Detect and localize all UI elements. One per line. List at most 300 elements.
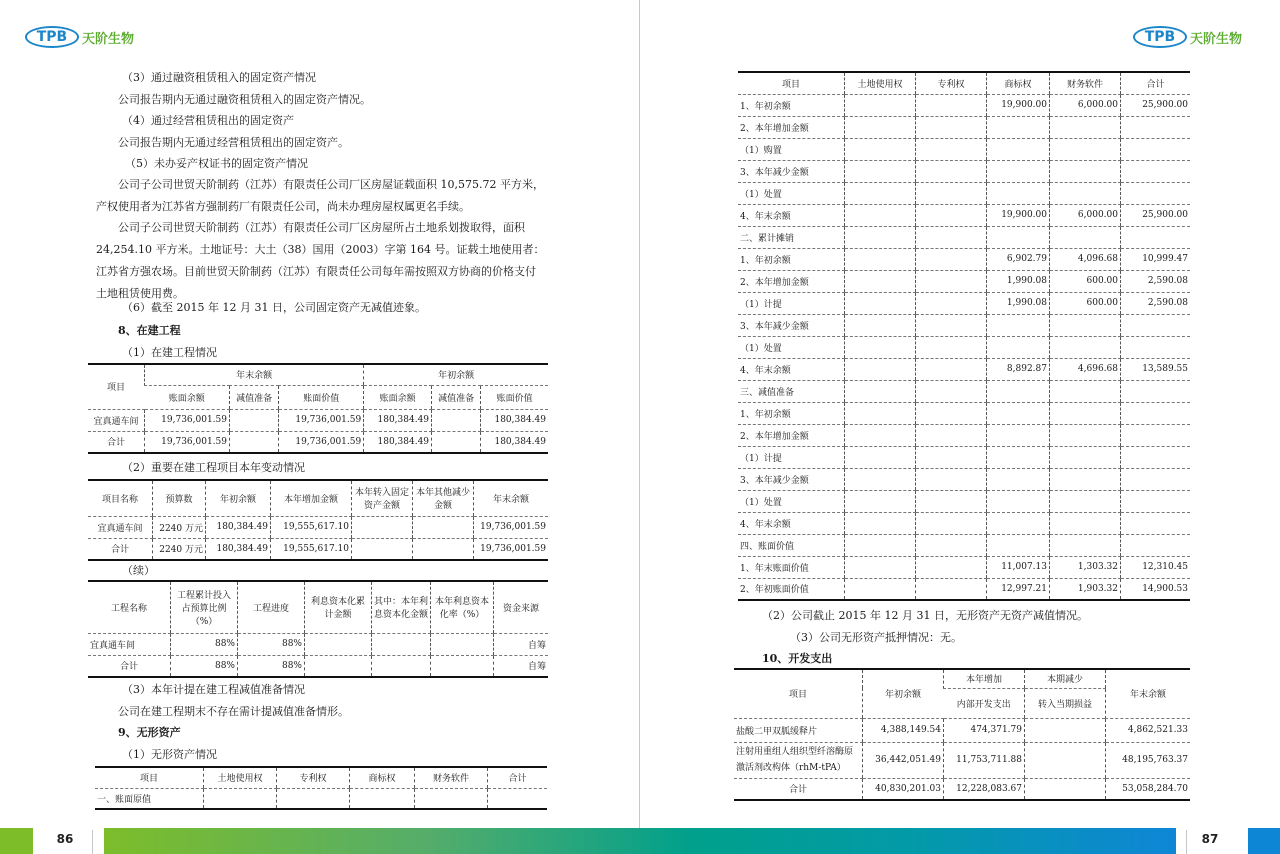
intangible-assets-table-start xyxy=(95,766,547,810)
cell: 180,384.49 xyxy=(206,516,271,538)
cell: 一、账面原值 xyxy=(95,788,204,809)
cell: 12,310.45 xyxy=(1121,556,1191,578)
para-8-3: 公司在建工程期末不存在需计提减值准备情形。 xyxy=(118,705,349,718)
cell xyxy=(845,578,916,600)
cell xyxy=(845,490,916,512)
cell: 1、年初余额 xyxy=(738,248,845,270)
cell: 36,442,051.49 xyxy=(863,742,944,778)
cell xyxy=(1121,138,1191,160)
table-row xyxy=(738,402,1190,424)
table-row xyxy=(88,516,548,538)
cell xyxy=(1121,424,1191,446)
cell: 19,555,617.10 xyxy=(271,516,352,538)
cell: 180,384.49 xyxy=(481,431,548,453)
table-row xyxy=(88,431,548,453)
cell xyxy=(987,182,1050,204)
cell: 自筹 xyxy=(494,633,549,655)
cell xyxy=(916,226,987,248)
cell xyxy=(1050,138,1121,160)
cell: （1）处置 xyxy=(738,490,845,512)
cell xyxy=(845,402,916,424)
cell: 1,903.32 xyxy=(1050,578,1121,600)
cell xyxy=(305,655,372,677)
cell: 180,384.49 xyxy=(364,409,432,431)
cell xyxy=(1121,534,1191,556)
cell xyxy=(845,512,916,534)
cell: 1,990.08 xyxy=(987,292,1050,314)
cell: 2、本年增加金额 xyxy=(738,424,845,446)
col-sub: 账面价值 xyxy=(481,385,548,409)
table-row xyxy=(738,160,1190,182)
development-expenditure-table xyxy=(734,668,1190,801)
col-header: 年初余额 xyxy=(206,480,271,516)
cell: 13,589.55 xyxy=(1121,358,1191,380)
cell xyxy=(1050,116,1121,138)
cell xyxy=(845,270,916,292)
col-header: 项目名称 xyxy=(88,480,153,516)
cell: 6,000.00 xyxy=(1050,94,1121,116)
cell xyxy=(1050,314,1121,336)
cell xyxy=(1050,512,1121,534)
intangible-assets-table xyxy=(738,71,1190,601)
cell xyxy=(916,182,987,204)
table-row xyxy=(738,226,1190,248)
cell: 40,830,201.03 xyxy=(863,778,944,800)
cell: （1）处置 xyxy=(738,182,845,204)
cell xyxy=(350,788,415,809)
col-header: 专利权 xyxy=(277,767,350,788)
col-header: 工程进度 xyxy=(238,581,305,633)
table-row xyxy=(738,248,1190,270)
cell: 11,007.13 xyxy=(987,556,1050,578)
cell: 48,195,763.37 xyxy=(1106,742,1191,778)
cell: 3、本年减少金额 xyxy=(738,160,845,182)
col-internal-dev: 内部开发支出 xyxy=(944,688,1025,718)
sub-8-1: （1）在建工程情况 xyxy=(122,346,217,359)
table-row xyxy=(734,778,1190,800)
right-page xyxy=(640,0,1280,828)
cell: 盐酸二甲双胍缓释片 xyxy=(734,718,863,742)
section-10-title: 10、开发支出 xyxy=(762,652,833,665)
brand-name: 天阶生物 xyxy=(1190,31,1243,47)
cell: 88% xyxy=(171,633,238,655)
cell: 180,384.49 xyxy=(206,538,271,560)
table-row xyxy=(738,534,1190,556)
cell xyxy=(845,380,916,402)
cell xyxy=(1050,490,1121,512)
col-to-pnl: 转入当期损益 xyxy=(1025,688,1106,718)
cell: 4,388,149.54 xyxy=(863,718,944,742)
cell: 25,900.00 xyxy=(1121,204,1191,226)
cell xyxy=(916,204,987,226)
cell: 6,000.00 xyxy=(1050,204,1121,226)
cell: （1）计提 xyxy=(738,292,845,314)
cell: 合计 xyxy=(88,431,145,453)
col-sub: 账面价值 xyxy=(279,385,364,409)
para-3: 公司报告期内无通过融资租赁租入的固定资产情况。 xyxy=(118,93,371,106)
cell xyxy=(987,468,1050,490)
cell xyxy=(1121,336,1191,358)
col-begin-balance: 年初余额 xyxy=(364,364,548,385)
cell: 合计 xyxy=(88,538,153,560)
para-4: 公司报告期内无通过经营租赁租出的固定资产。 xyxy=(118,136,349,149)
cell: 600.00 xyxy=(1050,270,1121,292)
col-sub: 减值准备 xyxy=(432,385,481,409)
table-row xyxy=(88,409,548,431)
col-sub: 账面余额 xyxy=(364,385,432,409)
cell: 4,096.68 xyxy=(1050,248,1121,270)
cell xyxy=(845,182,916,204)
cell xyxy=(916,292,987,314)
cell xyxy=(916,402,987,424)
cell: 8,892.87 xyxy=(987,358,1050,380)
table-row xyxy=(738,380,1190,402)
table-row xyxy=(738,292,1190,314)
cell xyxy=(1121,116,1191,138)
heading-3: （3）通过融资租赁租入的固定资产情况 xyxy=(122,71,316,84)
cell xyxy=(352,516,413,538)
col-header: 工程累计投入占预算比例（%） xyxy=(171,581,238,633)
cell: 10,999.47 xyxy=(1121,248,1191,270)
col-item: 项目 xyxy=(734,669,863,718)
cell: （1）处置 xyxy=(738,336,845,358)
cell: 14,900.53 xyxy=(1121,578,1191,600)
cell: 2,590.08 xyxy=(1121,270,1191,292)
table-row xyxy=(738,182,1190,204)
table-row xyxy=(738,336,1190,358)
col-header: 专利权 xyxy=(916,72,987,94)
cell xyxy=(916,578,987,600)
page-footer xyxy=(0,828,1280,854)
cell xyxy=(1121,446,1191,468)
cell: （1）购置 xyxy=(738,138,845,160)
continued-label: （续） xyxy=(122,564,155,577)
cell xyxy=(845,292,916,314)
col-header: 财务软件 xyxy=(415,767,488,788)
cell: 19,900.00 xyxy=(987,204,1050,226)
cell xyxy=(1121,402,1191,424)
col-header: 工程名称 xyxy=(88,581,171,633)
heading-5: （5）未办妥产权证书的固定资产情况 xyxy=(125,157,308,170)
cell: 19,736,001.59 xyxy=(279,431,364,453)
cell: 19,555,617.10 xyxy=(271,538,352,560)
col-header: 土地使用权 xyxy=(845,72,916,94)
cell: 19,736,001.59 xyxy=(474,516,549,538)
col-header: 商标权 xyxy=(350,767,415,788)
footer-divider xyxy=(92,830,93,854)
table-row xyxy=(738,204,1190,226)
cell xyxy=(352,538,413,560)
cell xyxy=(845,358,916,380)
table-row xyxy=(738,490,1190,512)
major-projects-table xyxy=(88,479,548,561)
cell xyxy=(1050,468,1121,490)
cell: 2、年初账面价值 xyxy=(738,578,845,600)
col-header: 年末余额 xyxy=(474,480,549,516)
cell: 19,736,001.59 xyxy=(279,409,364,431)
cell: 25,900.00 xyxy=(1121,94,1191,116)
table-row xyxy=(738,94,1190,116)
para-5a: 公司子公司世贸天阶制药（江苏）有限责任公司厂区房屋证载面积 10,575.72 平方米，产权使用者为江苏省方强制药厂有限责任公司，尚未办理房屋权属更名手续。 xyxy=(96,178,544,213)
cell xyxy=(431,655,494,677)
cell xyxy=(916,116,987,138)
para-5b: 公司子公司世贸天阶制药（江苏）有限责任公司厂区房屋所占土地系划拨取得，面积 24,254.10 平方米。土地证号：大土（38）国用（2003）字第 164 号。证载土地使用者：江苏省方强农场。目前世贸天阶制药（江苏）有限责任公司每年需按照双方协商的价格支付土地租赁使用费。 xyxy=(96,221,545,300)
col-header: 合计 xyxy=(488,767,548,788)
footer-gradient-bar xyxy=(104,828,1176,854)
table-row xyxy=(88,655,548,677)
col-header: 预算数 xyxy=(153,480,206,516)
cell: 三、减值准备 xyxy=(738,380,845,402)
cell: 2,590.08 xyxy=(1121,292,1191,314)
brand-logo xyxy=(25,26,134,48)
cell xyxy=(1050,534,1121,556)
cell xyxy=(845,116,916,138)
cell xyxy=(1121,160,1191,182)
cell: 2、本年增加金额 xyxy=(738,270,845,292)
cell xyxy=(916,160,987,182)
cell: 4、年末余额 xyxy=(738,358,845,380)
cell xyxy=(1121,226,1191,248)
cell xyxy=(845,94,916,116)
col-header: 其中：本年利息资本化金额 xyxy=(372,581,431,633)
cell: 88% xyxy=(238,633,305,655)
cell: 2240 万元 xyxy=(153,538,206,560)
table-row xyxy=(88,633,548,655)
cell xyxy=(1121,468,1191,490)
footer-bar-right xyxy=(1248,828,1280,854)
cell: 1,990.08 xyxy=(987,270,1050,292)
col-header: 土地使用权 xyxy=(204,767,277,788)
col-header: 本年转入固定资产金额 xyxy=(352,480,413,516)
cell xyxy=(987,226,1050,248)
cell: 12,997.21 xyxy=(987,578,1050,600)
construction-table xyxy=(88,363,548,454)
cell xyxy=(431,633,494,655)
cell: 合计 xyxy=(88,655,171,677)
cell xyxy=(432,409,481,431)
sub-9-1: （1）无形资产情况 xyxy=(122,748,217,761)
cell xyxy=(305,633,372,655)
cell: 3、本年减少金额 xyxy=(738,468,845,490)
col-header: 项目 xyxy=(738,72,845,94)
cell xyxy=(987,534,1050,556)
cell xyxy=(916,512,987,534)
cell xyxy=(413,516,474,538)
cell xyxy=(987,402,1050,424)
cell xyxy=(916,248,987,270)
cell xyxy=(845,160,916,182)
cell: 宜真通车间 xyxy=(88,516,153,538)
cell: 1、年初余额 xyxy=(738,94,845,116)
page-number-right: 87 xyxy=(1201,832,1219,846)
cell xyxy=(916,270,987,292)
cell xyxy=(916,358,987,380)
cell xyxy=(845,314,916,336)
cell xyxy=(845,336,916,358)
cell: 19,736,001.59 xyxy=(145,431,230,453)
col-header: 财务软件 xyxy=(1050,72,1121,94)
cell xyxy=(987,380,1050,402)
table-row xyxy=(738,358,1190,380)
cell: 合计 xyxy=(734,778,863,800)
cell xyxy=(845,424,916,446)
table-row xyxy=(738,556,1190,578)
cell xyxy=(1050,160,1121,182)
cell xyxy=(845,556,916,578)
col-sub: 减值准备 xyxy=(230,385,279,409)
cell xyxy=(432,431,481,453)
col-item: 项目 xyxy=(88,364,145,409)
cell xyxy=(1025,742,1106,778)
cell xyxy=(845,226,916,248)
cell: 二、累计摊销 xyxy=(738,226,845,248)
cell xyxy=(204,788,277,809)
cell: 180,384.49 xyxy=(364,431,432,453)
cell: 3、本年减少金额 xyxy=(738,314,845,336)
col-header: 本年其他减少金额 xyxy=(413,480,474,516)
cell: 12,228,083.67 xyxy=(944,778,1025,800)
cell xyxy=(372,655,431,677)
cell xyxy=(916,94,987,116)
cell: 1、年末账面价值 xyxy=(738,556,845,578)
table-row xyxy=(738,578,1190,600)
cell xyxy=(987,116,1050,138)
cell xyxy=(916,468,987,490)
cell xyxy=(916,336,987,358)
table-row xyxy=(738,270,1190,292)
project-funding-table xyxy=(88,580,548,678)
cell: 四、账面价值 xyxy=(738,534,845,556)
cell: 600.00 xyxy=(1050,292,1121,314)
cell xyxy=(1025,778,1106,800)
col-increase: 本年增加 xyxy=(944,669,1025,688)
cell xyxy=(916,424,987,446)
col-header: 合计 xyxy=(1121,72,1191,94)
section-8-title: 8、在建工程 xyxy=(118,324,181,337)
table-row xyxy=(738,446,1190,468)
cell: 88% xyxy=(171,655,238,677)
table-row xyxy=(738,512,1190,534)
para-9-3: （3）公司无形资产抵押情况：无。 xyxy=(790,631,962,644)
cell xyxy=(1121,182,1191,204)
col-header: 本年利息资本化率（%） xyxy=(431,581,494,633)
cell: 2、本年增加金额 xyxy=(738,116,845,138)
cell xyxy=(1050,446,1121,468)
section-9-title: 9、无形资产 xyxy=(118,726,181,739)
table-row xyxy=(734,742,1190,778)
cell xyxy=(987,490,1050,512)
cell: 1、年初余额 xyxy=(738,402,845,424)
col-begin: 年初余额 xyxy=(863,669,944,718)
cell: 88% xyxy=(238,655,305,677)
cell: 1,303.32 xyxy=(1050,556,1121,578)
cell: 19,900.00 xyxy=(987,94,1050,116)
page-number-left: 86 xyxy=(56,832,74,846)
cell xyxy=(987,446,1050,468)
table-row xyxy=(738,116,1190,138)
cell xyxy=(987,314,1050,336)
cell xyxy=(230,409,279,431)
cell xyxy=(987,138,1050,160)
col-sub: 账面余额 xyxy=(145,385,230,409)
footer-bar-left xyxy=(0,828,33,854)
cell xyxy=(987,512,1050,534)
cell xyxy=(987,160,1050,182)
cell xyxy=(916,534,987,556)
col-end: 年末余额 xyxy=(1106,669,1191,718)
cell xyxy=(916,314,987,336)
col-header: 资金来源 xyxy=(494,581,549,633)
cell: 自筹 xyxy=(494,655,549,677)
cell xyxy=(916,446,987,468)
cell xyxy=(845,138,916,160)
table-row xyxy=(738,314,1190,336)
tpb-logo-mark: TPB xyxy=(1133,26,1187,48)
cell xyxy=(987,424,1050,446)
cell xyxy=(916,490,987,512)
para-6: （6）截至 2015 年 12 月 31 日，公司固定资产无减值迹象。 xyxy=(122,301,426,314)
sub-8-3: （3）本年计提在建工程减值准备情况 xyxy=(122,683,305,696)
cell xyxy=(415,788,488,809)
cell: 宜真通车间 xyxy=(88,633,171,655)
table-row xyxy=(88,538,548,560)
cell xyxy=(916,380,987,402)
cell xyxy=(845,248,916,270)
cell xyxy=(488,788,548,809)
cell: 6,902.79 xyxy=(987,248,1050,270)
col-header: 本年增加金额 xyxy=(271,480,352,516)
col-header: 利息资本化累计金额 xyxy=(305,581,372,633)
cell xyxy=(230,431,279,453)
col-decrease: 本期减少 xyxy=(1025,669,1106,688)
table-row xyxy=(738,424,1190,446)
cell xyxy=(987,336,1050,358)
cell xyxy=(1121,490,1191,512)
para-9-2: （2）公司截止 2015 年 12 月 31 日，无形资产无资产减值情况。 xyxy=(762,609,1088,622)
cell: 4、年末余额 xyxy=(738,204,845,226)
col-header: 商标权 xyxy=(987,72,1050,94)
cell xyxy=(1050,380,1121,402)
col-header: 项目 xyxy=(95,767,204,788)
cell xyxy=(845,534,916,556)
cell: 53,058,284.70 xyxy=(1106,778,1191,800)
cell: 11,753,711.88 xyxy=(944,742,1025,778)
cell xyxy=(413,538,474,560)
cell: 4、年末余额 xyxy=(738,512,845,534)
heading-4: （4）通过经营租赁租出的固定资产 xyxy=(122,114,294,127)
table-row xyxy=(738,468,1190,490)
left-page xyxy=(0,0,640,828)
brand-logo xyxy=(1133,26,1242,48)
cell: 2240 万元 xyxy=(153,516,206,538)
table-row xyxy=(738,138,1190,160)
cell xyxy=(1050,336,1121,358)
brand-name: 天阶生物 xyxy=(82,31,135,47)
cell: 宜真通车间 xyxy=(88,409,145,431)
cell: 4,862,521.33 xyxy=(1106,718,1191,742)
cell xyxy=(845,468,916,490)
cell xyxy=(1025,718,1106,742)
cell: （1）计提 xyxy=(738,446,845,468)
col-end-balance: 年末余额 xyxy=(145,364,364,385)
cell: 19,736,001.59 xyxy=(145,409,230,431)
cell: 4,696.68 xyxy=(1050,358,1121,380)
cell: 180,384.49 xyxy=(481,409,548,431)
cell xyxy=(1121,314,1191,336)
cell xyxy=(1121,512,1191,534)
intangible-rows xyxy=(738,94,1190,600)
cell xyxy=(916,556,987,578)
